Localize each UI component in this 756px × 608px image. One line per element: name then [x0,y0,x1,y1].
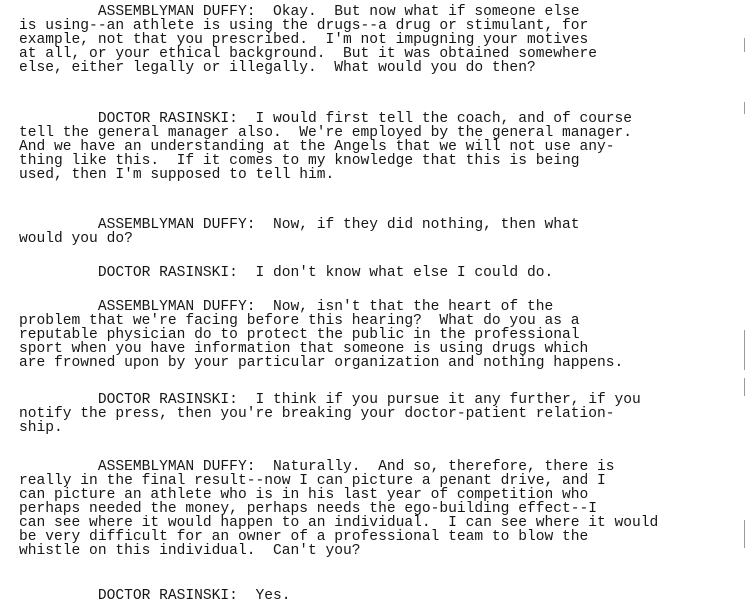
text-line: sport when you have information that someone is using drugs which [19,341,589,357]
text-line: can see where it would happen to an individual. I can see where it would [19,515,659,531]
text-line: And we have an understanding at the Angels that we will not use any- [19,139,615,155]
text-line: tell the general manager also. We're employed by the general manager. [19,125,633,141]
testimony-paragraph [19,5,749,75]
text-line: perhaps needed the money, perhaps needs the ego-building effect--I [19,501,598,517]
text-line: ASSEMBLYMAN DUFFY: Naturally. And so, therefore, there is [19,459,615,475]
text-line: DOCTOR RASINSKI: I think if you pursue it any further, if you [19,392,641,408]
text-line: ASSEMBLYMAN DUFFY: Now, if they did nothing, then what [19,217,580,233]
text-line: would you do? [19,231,133,247]
text-line: are frowned upon by your particular organization and nothing happens. [19,355,624,371]
text-line: be very difficult for an owner of a professional team to blow the [19,529,589,545]
text-line: can picture an athlete who is in his last year of competition who [19,487,589,503]
text-line: at all, or your ethical background. But it was obtained somewhere [19,46,598,62]
text-line: thing like this. If it comes to my knowledge that this is being [19,153,580,169]
text-line: used, then I'm supposed to tell him. [19,167,335,183]
testimony-paragraph [19,218,749,246]
text-line: else, either legally or illegally. What would you do then? [19,60,536,76]
testimony-paragraph [19,393,749,435]
margin-scan-mark [744,330,745,370]
testimony-paragraph [19,266,749,280]
text-line: DOCTOR RASINSKI: I don't know what else I could do. [19,265,554,281]
text-line: whistle on this individual. Can't you? [19,543,361,559]
margin-scan-mark [744,38,745,52]
testimony-paragraph [19,589,749,603]
text-line: DOCTOR RASINSKI: I would first tell the coach, and of course [19,111,633,127]
text-line: DOCTOR RASINSKI: Yes. [19,588,291,604]
text-line: problem that we're facing before this hearing? What do you as a [19,313,580,329]
margin-scan-mark [744,102,745,114]
text-line: reputable physician do to protect the public in the professional [19,327,580,343]
text-line: ASSEMBLYMAN DUFFY: Now, isn't that the heart of the [19,299,554,315]
text-line: notify the press, then you're breaking your doctor-patient relation- [19,406,615,422]
testimony-paragraph [19,300,749,370]
text-line: example, not that you prescribed. I'm not impugning your motives [19,32,589,48]
text-line: ASSEMBLYMAN DUFFY: Okay. But now what if someone else [19,4,580,20]
margin-scan-mark [744,520,745,548]
testimony-paragraph [19,460,749,558]
margin-scan-mark [744,378,745,396]
testimony-paragraph [19,112,749,182]
text-line: is using--an athlete is using the drugs--a drug or stimulant, for [19,18,589,34]
text-line: ship. [19,420,63,436]
text-line: really in the final result--now I can picture a penant drive, and I [19,473,606,489]
